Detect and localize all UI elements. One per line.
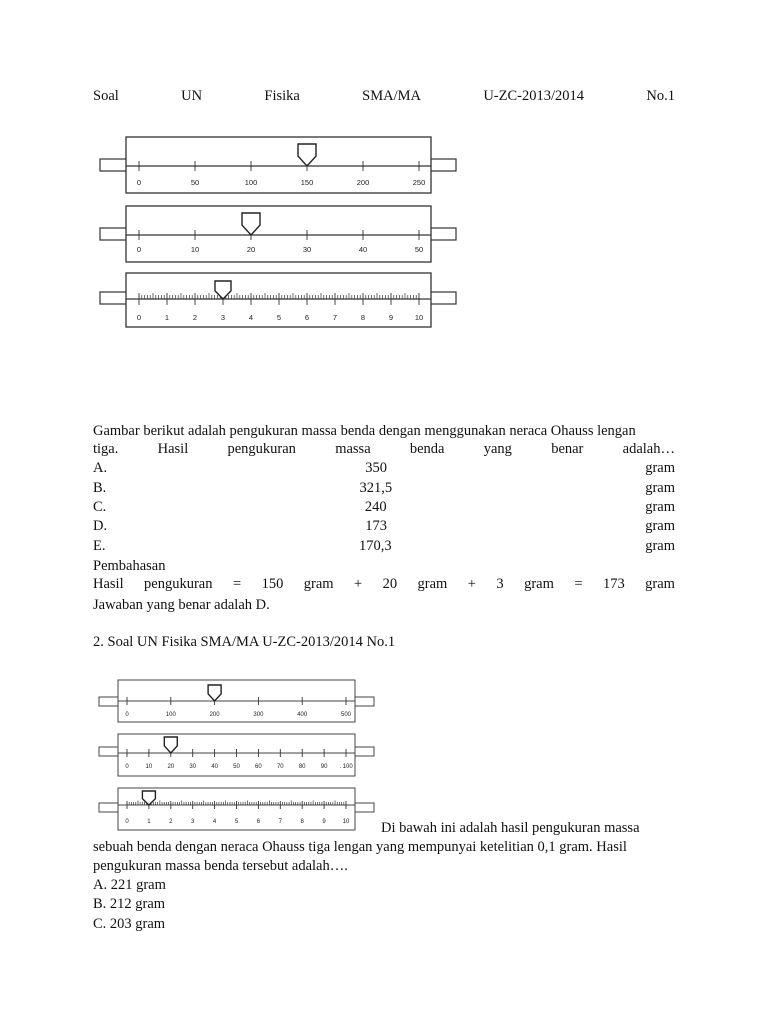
discussion-word: gram: [645, 576, 675, 592]
scale-label: 9: [322, 819, 326, 825]
q1-option-b[interactable]: [93, 480, 675, 497]
discussion-word: +: [353, 576, 363, 592]
q2-text-inline: Di bawah ini adalah hasil pengukuran massa: [381, 820, 640, 836]
q1-option-e[interactable]: [93, 538, 675, 555]
option-value: 350: [365, 460, 388, 476]
q1-option-a[interactable]: [93, 460, 675, 477]
option-unit: gram: [645, 518, 675, 534]
q1-intro-word: benar: [551, 441, 584, 457]
discussion-word: gram: [524, 576, 554, 592]
option-value: 170,3: [359, 538, 392, 554]
scale-label: 200: [209, 712, 220, 718]
scale-label: 2: [169, 819, 173, 825]
option-letter: E.: [93, 538, 106, 554]
beam-3: [99, 788, 374, 830]
option-unit: gram: [645, 480, 675, 496]
discussion-word: =: [574, 576, 583, 592]
scale-label: 20: [246, 245, 256, 254]
page-heading: [93, 88, 675, 105]
scale-label: 3: [191, 819, 195, 825]
scale-label: 6: [256, 819, 261, 825]
triple-beam-balance-figure-2: [96, 677, 380, 833]
scale-label: 10: [190, 245, 200, 254]
q2-option-b[interactable]: B. 212 gram: [93, 896, 166, 912]
discussion-word: pengukuran: [144, 576, 213, 592]
q1-intro-word: adalah…: [622, 441, 675, 457]
scale-label: 30: [189, 764, 197, 770]
scale-label: 50: [190, 178, 200, 187]
discussion-word: 173: [602, 576, 625, 592]
scale-label: 1: [164, 313, 170, 322]
option-letter: B.: [93, 480, 107, 496]
heading-word: No.1: [646, 88, 675, 104]
option-unit: gram: [645, 538, 675, 554]
scale-label: 500: [340, 712, 352, 718]
scale-label: 10: [145, 764, 153, 770]
heading-word: U-ZC-2013/2014: [483, 88, 585, 104]
discussion-word: 150: [261, 576, 284, 592]
q1-discussion-line: [93, 576, 675, 593]
discussion-word: Hasil: [93, 576, 124, 592]
scale-label: 2: [192, 313, 198, 322]
q2-text-line3: pengukuran massa benda tersebut adalah….: [93, 858, 348, 874]
scale-label: 40: [358, 245, 368, 254]
option-unit: gram: [645, 499, 675, 515]
beam-1: [100, 137, 456, 193]
scale-label: 70: [276, 764, 284, 770]
discussion-word: 3: [496, 576, 504, 592]
option-value: 321,5: [359, 480, 393, 496]
scale-label: 8: [300, 819, 304, 825]
scale-label: 30: [302, 245, 312, 254]
option-letter: A.: [93, 460, 108, 476]
heading-word: UN: [181, 88, 203, 104]
scale-label: 400: [297, 712, 308, 718]
q1-intro-word: Hasil: [157, 441, 189, 457]
q1-intro-word: yang: [483, 441, 512, 457]
scale-label: 0: [125, 712, 129, 718]
scale-label: . 100: [339, 764, 353, 770]
option-letter: D.: [93, 518, 108, 534]
scale-label: 0: [136, 313, 142, 322]
option-unit: gram: [645, 460, 675, 476]
scale-label: 6: [304, 313, 310, 322]
scale-label: 250: [412, 178, 426, 187]
scale-label: 0: [125, 819, 129, 825]
q1-option-d[interactable]: [93, 518, 675, 535]
discussion-word: gram: [417, 576, 448, 592]
scale-label: 4: [212, 819, 217, 825]
scale-label: 5: [234, 819, 239, 825]
scale-label: 100: [165, 712, 176, 718]
scale-label: 100: [244, 178, 258, 187]
scale-label: 20: [167, 764, 175, 770]
scale-label: 7: [332, 313, 338, 322]
q2-option-a[interactable]: A. 221 gram: [93, 877, 166, 893]
scale-label: 9: [388, 313, 394, 322]
scale-label: 7: [278, 819, 282, 825]
scale-label: 10: [342, 819, 350, 825]
beam-2: [99, 734, 374, 776]
q1-discussion-title: Pembahasan: [93, 558, 166, 574]
beam-2: [100, 206, 456, 262]
q2-title: 2. Soal UN Fisika SMA/MA U-ZC-2013/2014 No.1: [93, 634, 396, 650]
triple-beam-balance-figure-1: [96, 133, 460, 333]
scale-label: 0: [125, 764, 129, 770]
scale-label: 1: [147, 819, 151, 825]
q1-intro-line1: Gambar berikut adalah pengukuran massa benda dengan menggunakan neraca Ohauss lengan: [93, 423, 636, 439]
discussion-word: +: [467, 576, 476, 592]
option-value: 240: [364, 499, 387, 515]
scale-label: 200: [356, 178, 370, 187]
beam-3: [100, 273, 456, 327]
scale-label: 90: [320, 764, 328, 770]
scale-label: 10: [414, 313, 424, 322]
scale-label: 50: [414, 245, 424, 254]
q1-answer: Jawaban yang benar adalah D.: [93, 597, 270, 613]
heading-word: SMA/MA: [362, 88, 421, 104]
q1-intro-word: pengukuran: [227, 441, 296, 457]
scale-label: 60: [255, 764, 262, 770]
q1-intro-line2: [93, 441, 675, 458]
q2-text-line2: sebuah benda dengan neraca Ohauss tiga lengan yang mempunyai ketelitian 0,1 gram. Hasil: [93, 839, 627, 855]
scale-label: 50: [233, 764, 240, 770]
scale-label: 300: [253, 712, 264, 718]
option-letter: C.: [93, 499, 107, 515]
scale-label: 40: [211, 764, 218, 770]
heading-word: Fisika: [264, 88, 300, 104]
q1-intro-word: tiga.: [93, 441, 119, 457]
scale-label: 150: [300, 178, 314, 187]
scale-label: 3: [220, 313, 226, 322]
q1-intro-word: benda: [409, 441, 445, 457]
scale-label: 4: [248, 313, 254, 322]
option-value: 173: [365, 518, 388, 534]
scale-label: 0: [136, 245, 142, 254]
heading-word: Soal: [93, 88, 119, 104]
scale-label: 8: [360, 313, 366, 322]
q1-option-c[interactable]: [93, 499, 675, 516]
discussion-word: gram: [303, 576, 334, 592]
scale-label: 80: [298, 764, 306, 770]
scale-label: 5: [276, 313, 282, 322]
q2-option-c[interactable]: C. 203 gram: [93, 916, 166, 932]
discussion-word: =: [232, 576, 242, 592]
scale-label: 0: [136, 178, 142, 187]
discussion-word: 20: [382, 576, 398, 592]
q1-intro-word: massa: [335, 441, 371, 457]
beam-1: [99, 680, 374, 722]
